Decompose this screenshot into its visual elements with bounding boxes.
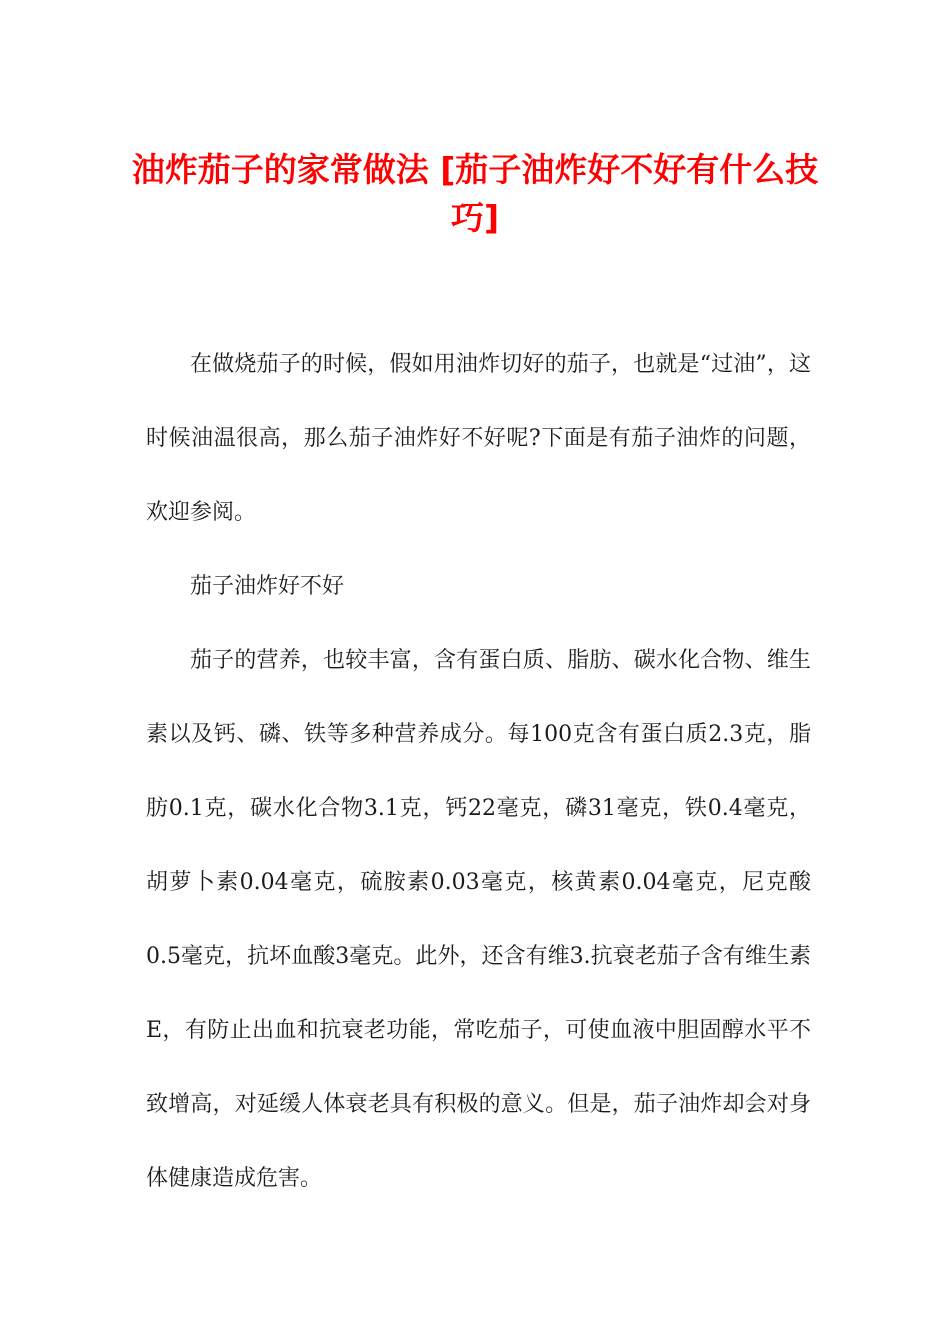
paragraph-subheading: 茄子油炸好不好 (190, 574, 345, 599)
document-body (146, 328, 811, 1216)
paragraph-nutrition: 茄子的营养，也较丰富，含有蛋白质、脂肪、碳水化合物、维生素以及钙、磷、铁等多种营养成分。每100克含有蛋白质2.3克，脂肪0.1克，碳水化合物3.1克，钙22毫克，磷31毫克，铁0.4毫克，胡萝卜素0.04毫克，硫胺素0.03毫克，核黄素0.04毫克，尼克酸0.5毫克，抗坏血酸3毫克。此外，还含有维3.抗衰老茄子含有维生素E，有防止出血和抗衰老功能，常吃茄子，可使血液中胆固醇水平不致增高，对延缓人体衰老具有积极的意义。但是，茄子油炸却会对身体健康造成危害。 (146, 648, 811, 1191)
document-title: 油炸茄子的家常做法 [茄子油炸好不好有什么技巧] (131, 150, 819, 237)
paragraph-intro: 在做烧茄子的时候，假如用油炸切好的茄子，也就是“过油”，这时候油温很高，那么茄子油炸好不好呢?下面是有茄子油炸的问题，欢迎参阅。 (146, 352, 811, 525)
